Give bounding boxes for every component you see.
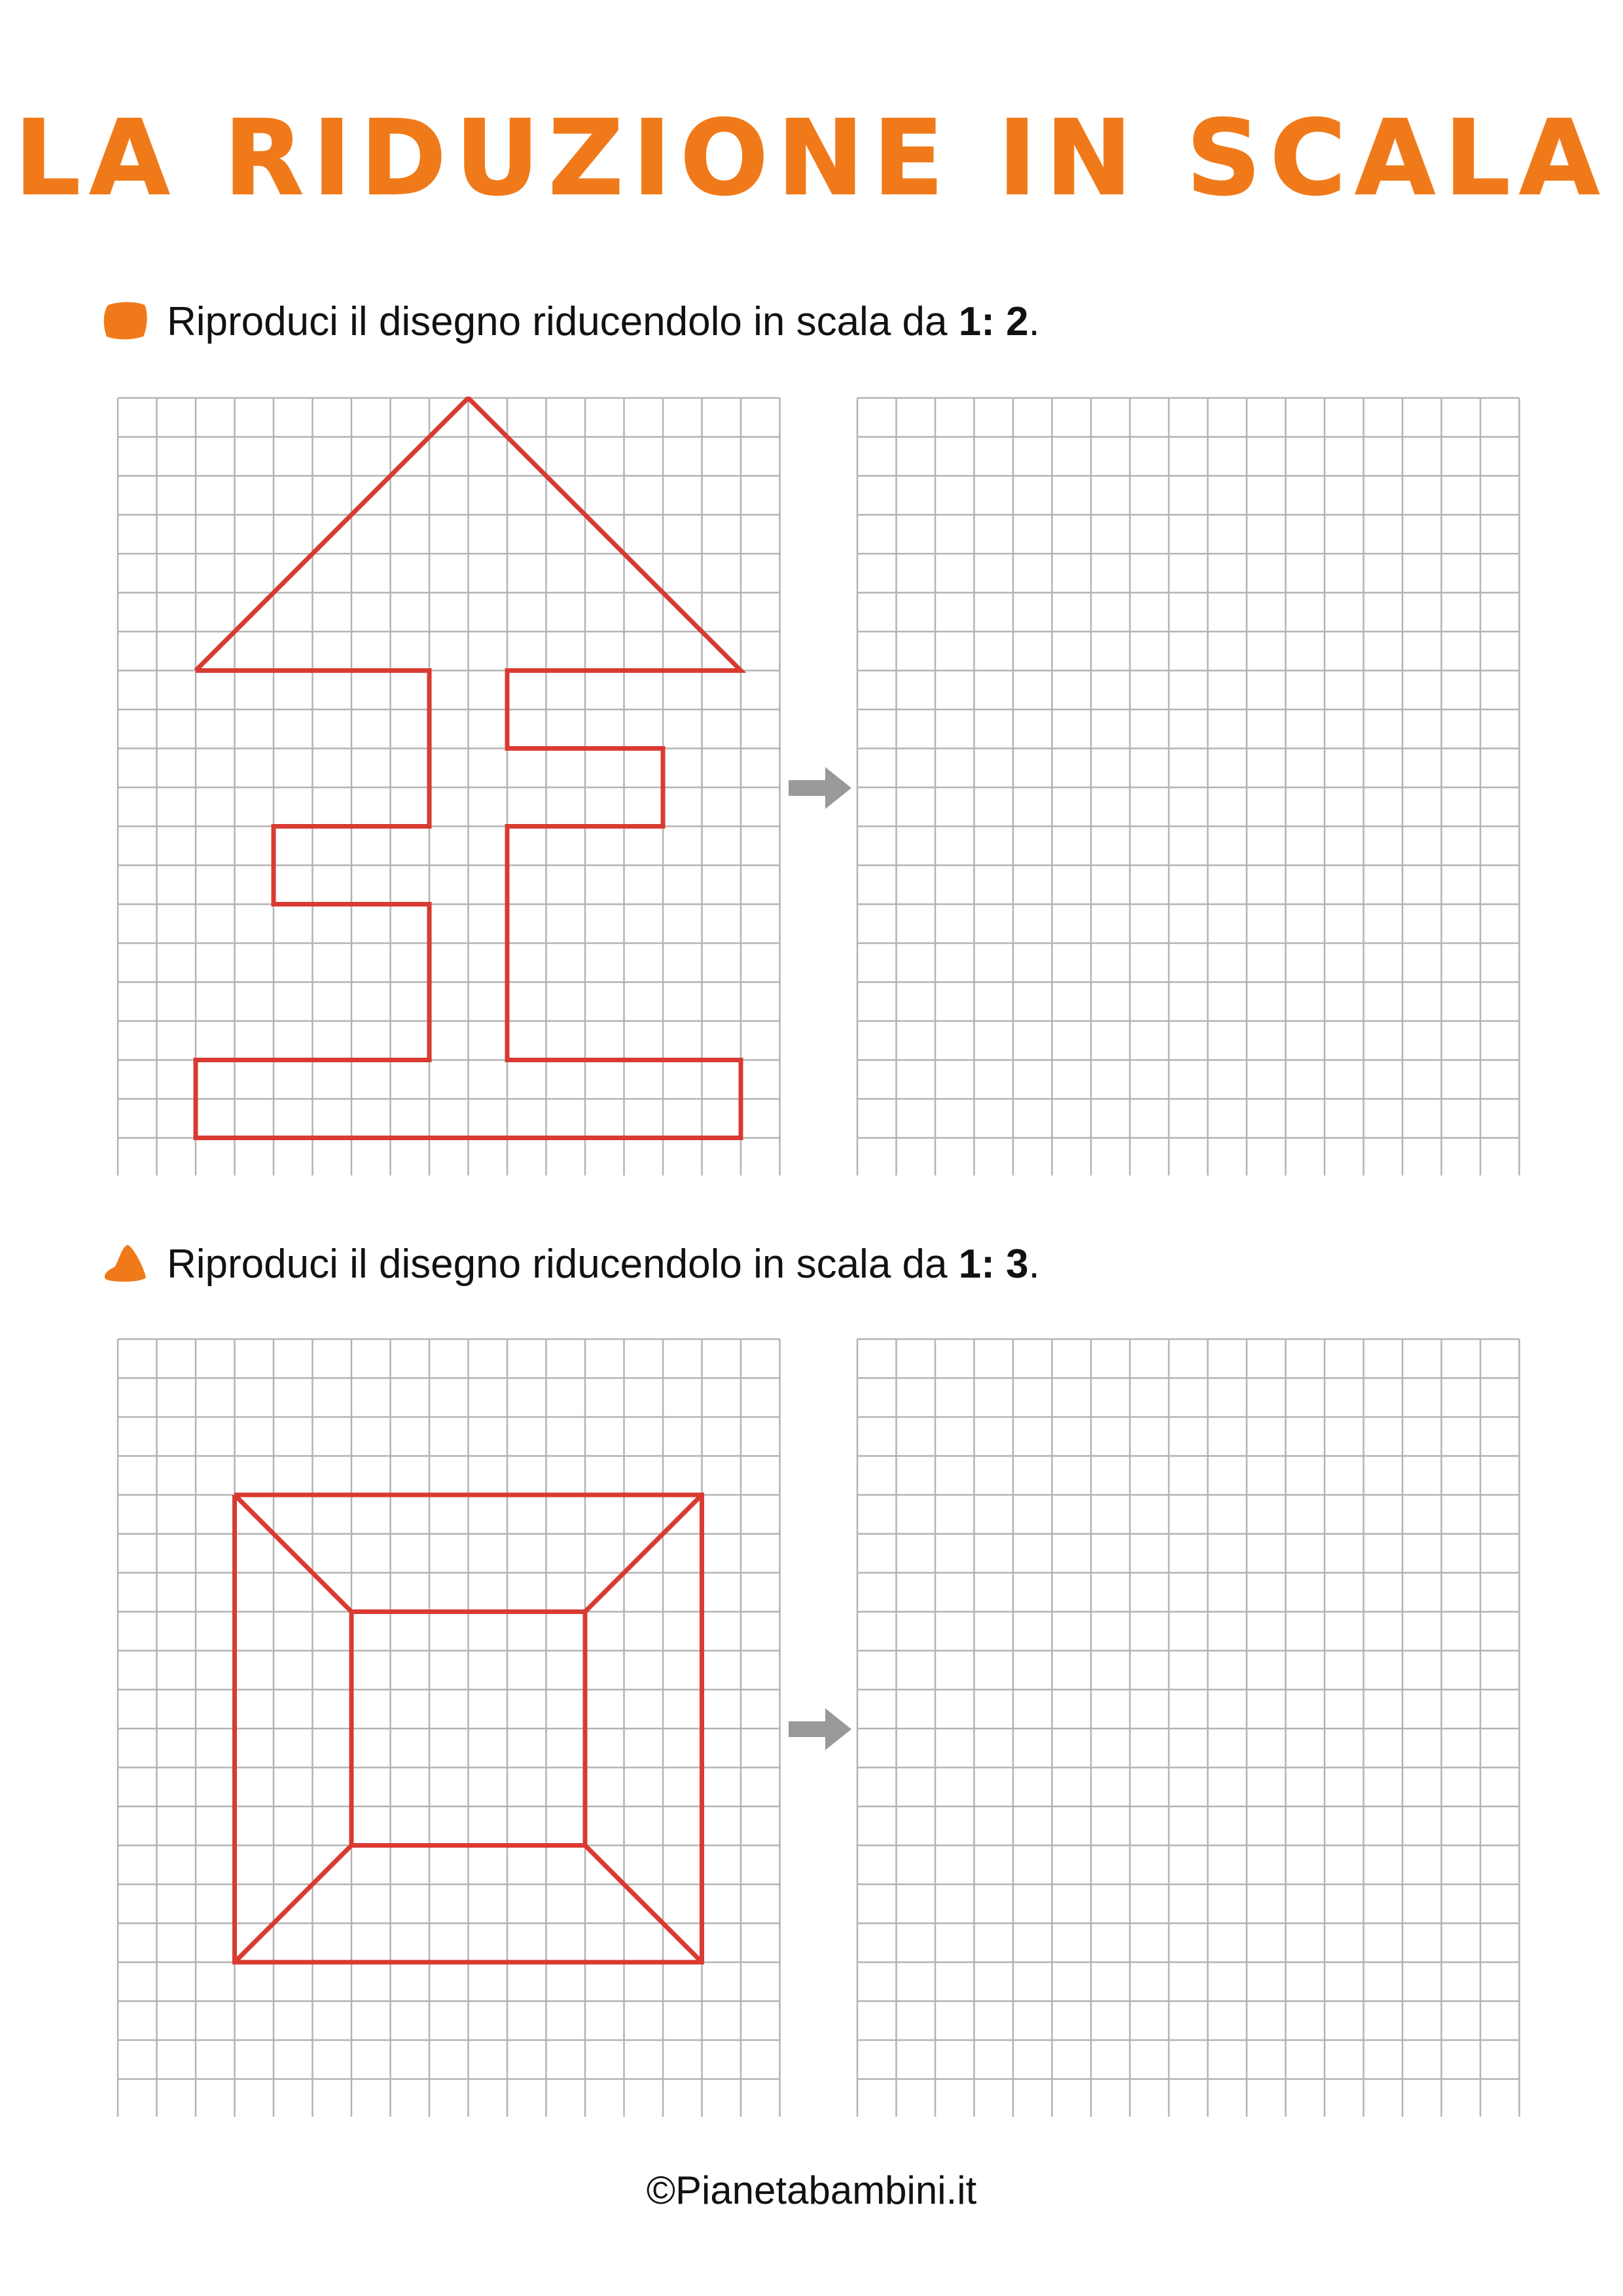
scale-label: 1: 2 xyxy=(958,299,1029,344)
instruction-2 xyxy=(167,1241,1040,1287)
instruction-end: . xyxy=(1028,299,1040,344)
drawing-line xyxy=(235,1495,352,1612)
source-grid-2 xyxy=(116,1338,781,2117)
answer-grid-1[interactable] xyxy=(856,397,1520,1175)
instruction-text: Riproduci il disegno riducendolo in scala da xyxy=(167,1242,959,1287)
drawing-line xyxy=(585,1495,702,1612)
page-title: LA RIDUZIONE IN SCALA xyxy=(14,98,1609,219)
footer-copyright: ©Pianetabambini.it xyxy=(646,2168,977,2212)
right-arrow-icon xyxy=(789,767,853,809)
instruction-end: . xyxy=(1028,1242,1040,1287)
instruction-text: Riproduci il disegno riducendolo in scala da xyxy=(167,299,959,344)
instruction-1 xyxy=(167,298,1040,345)
drawing-line xyxy=(585,1846,702,1963)
source-grid-1 xyxy=(116,397,781,1175)
orange-blob-icon xyxy=(101,300,149,342)
orange-triangle-blob-icon xyxy=(101,1242,149,1284)
scale-label: 1: 3 xyxy=(958,1242,1029,1287)
right-arrow-icon xyxy=(789,1708,853,1750)
answer-grid-2[interactable] xyxy=(856,1338,1520,2117)
drawing-line xyxy=(235,1846,352,1963)
